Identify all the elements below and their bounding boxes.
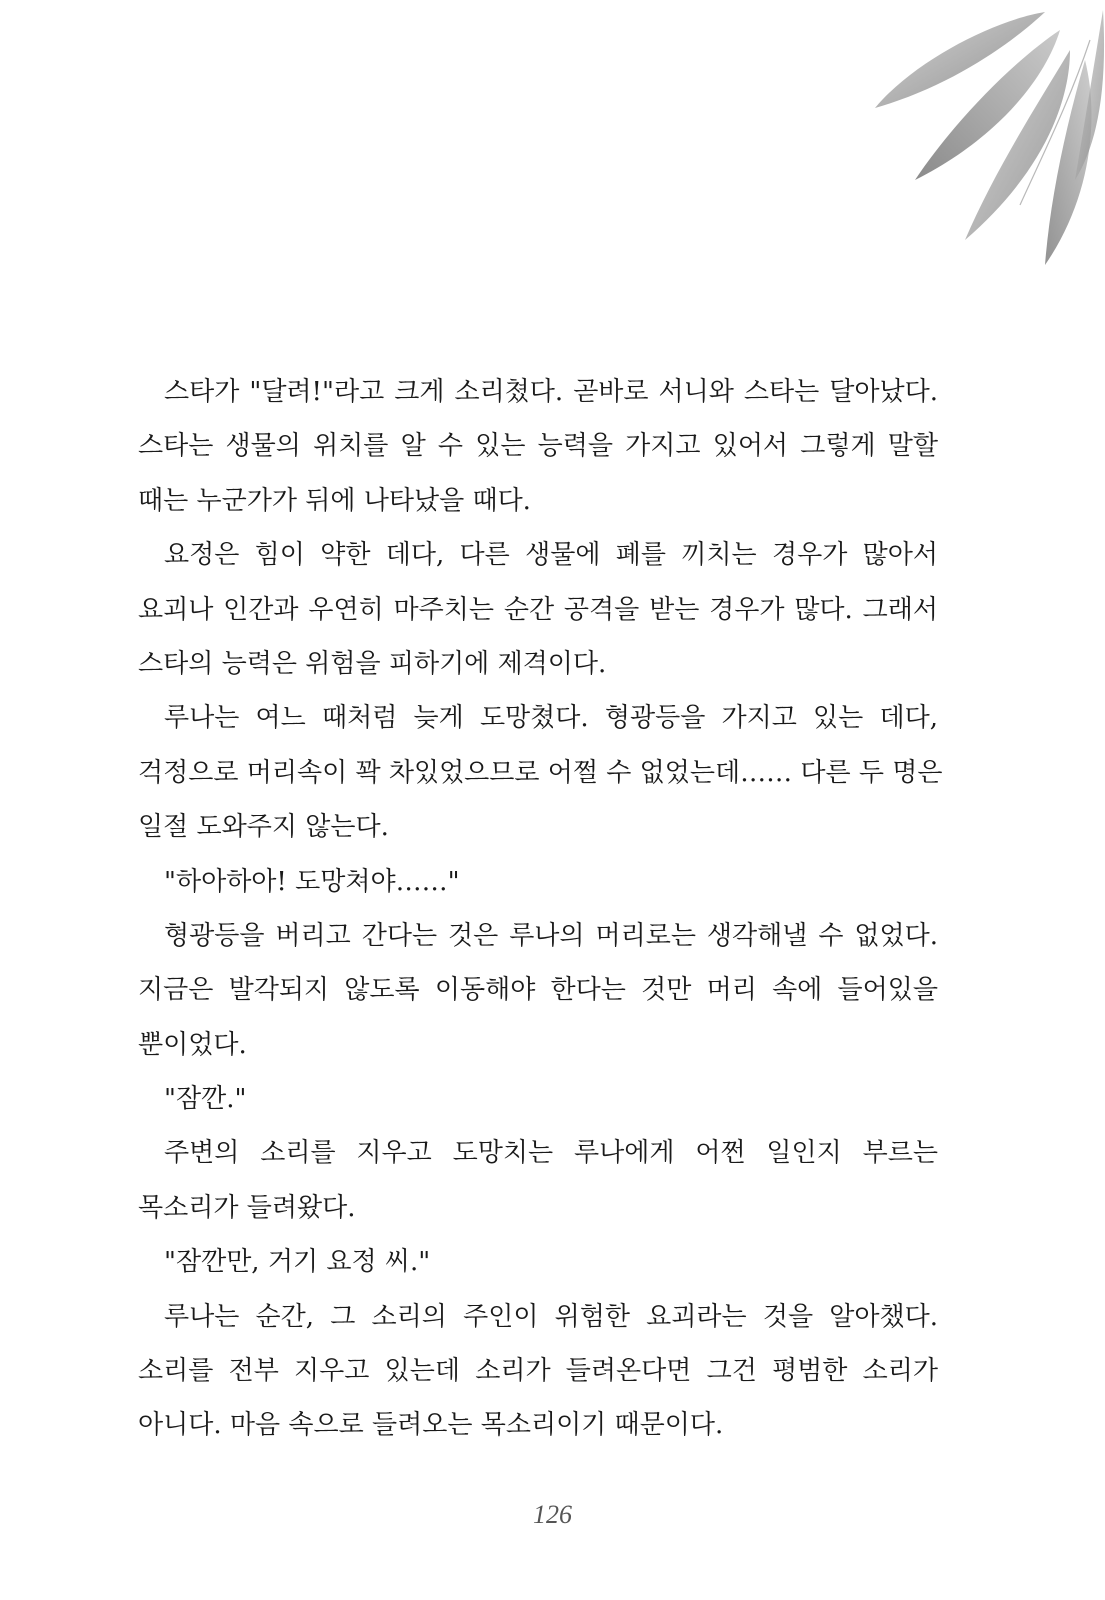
- text-line: "하아하아! 도망쳐야……": [164, 866, 460, 897]
- text-line: 일절 도와주지 않는다.: [138, 812, 389, 843]
- text-line: 때는 누군가가 뒤에 나타났을 때다.: [138, 485, 531, 516]
- text-line: 주변의 소리를 지우고 도망치는 루나에게 어쩐 일인지 부르는: [164, 1138, 938, 1169]
- text-line: 스타의 능력은 위험을 피하기에 제격이다.: [138, 648, 607, 679]
- text-line: 지금은 발각되지 않도록 이동해야 한다는 것만 머리 속에 들어있을: [138, 975, 938, 1006]
- text-line: 소리를 전부 지우고 있는데 소리가 들려온다면 그건 평범한 소리가: [138, 1356, 938, 1387]
- text-line: 스타는 생물의 위치를 알 수 있는 능력을 가지고 있어서 그렇게 말할: [138, 431, 938, 462]
- text-line: 뿐이었다.: [138, 1029, 247, 1060]
- text-line: 요정은 힘이 약한 데다, 다른 생물에 폐를 끼치는 경우가 많아서: [164, 540, 938, 571]
- bamboo-leaves-decoration: [845, 0, 1105, 270]
- text-line: 루나는 순간, 그 소리의 주인이 위험한 요괴라는 것을 알아챘다.: [164, 1301, 938, 1332]
- body-text: [138, 365, 943, 1453]
- page-number: 126: [533, 1500, 572, 1529]
- text-line: "잠깐만, 거기 요정 씨.": [164, 1247, 431, 1278]
- text-line: 목소리가 들려왔다.: [138, 1192, 356, 1223]
- text-line: "잠깐.": [164, 1084, 247, 1115]
- text-line: 걱정으로 머리속이 꽉 차있었으므로 어쩔 수 없었는데…… 다른 두 명은: [138, 757, 943, 788]
- text-line: 루나는 여느 때처럼 늦게 도망쳤다. 형광등을 가지고 있는 데다,: [164, 703, 938, 734]
- text-line: 요괴나 인간과 우연히 마주치는 순간 공격을 받는 경우가 많다. 그래서: [138, 594, 938, 625]
- text-line: 스타가 "달려!"라고 크게 소리쳤다. 곧바로 서니와 스타는 달아났다.: [164, 377, 938, 407]
- text-line: 아니다. 마음 속으로 들려오는 목소리이기 때문이다.: [138, 1410, 724, 1441]
- text-line: 형광등을 버리고 간다는 것은 루나의 머리로는 생각해낼 수 없었다.: [164, 920, 938, 951]
